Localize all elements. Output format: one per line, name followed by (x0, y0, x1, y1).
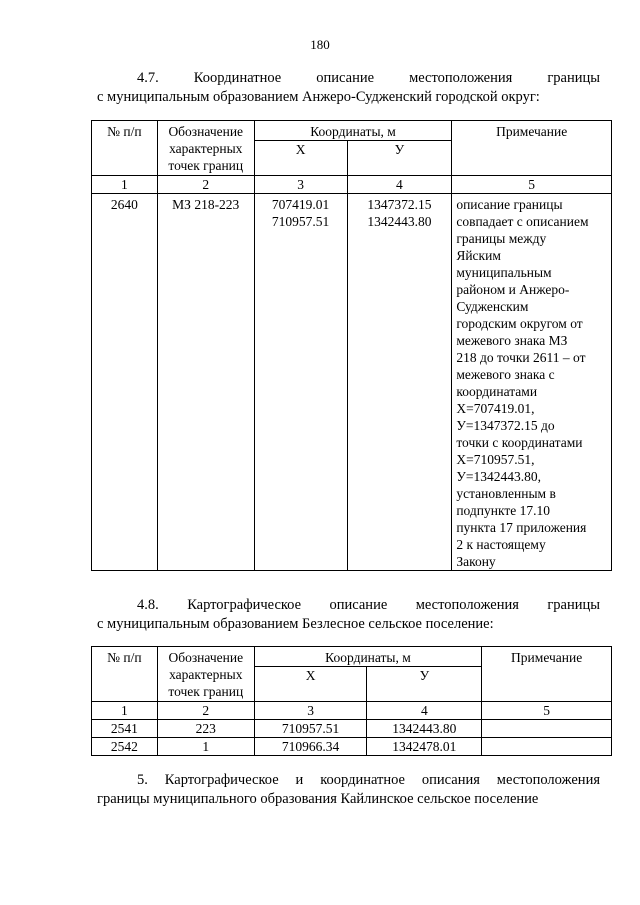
note-line: У=1342443.80, (456, 469, 541, 484)
row-y (347, 194, 452, 571)
header-note: Примечание (452, 121, 612, 176)
row-note (482, 738, 612, 756)
row-designation: 1 (157, 738, 254, 756)
section-5-heading (97, 771, 600, 809)
note-line: муниципальным (456, 265, 552, 280)
header-designation: Обозначение характерных точек границ (157, 647, 254, 702)
row-x (254, 194, 347, 571)
row-designation: 223 (157, 720, 254, 738)
row-num: 2640 (92, 194, 158, 571)
header-designation: Обозначение характерных точек границ (157, 121, 254, 176)
note-line: межевого знака МЗ (456, 333, 568, 348)
col-number: 2 (157, 702, 254, 720)
row-note (482, 720, 612, 738)
header-num: № п/п (92, 647, 158, 702)
note-line: Закону (456, 554, 496, 569)
note-line: Х=710957.51, (456, 452, 535, 467)
section-4-8-heading (97, 596, 600, 634)
page-number: 180 (310, 37, 330, 52)
col-number: 1 (92, 702, 158, 720)
note-line: Яйским (456, 248, 501, 263)
header-coords: Координаты, м (254, 647, 482, 667)
note-line: Судженским (456, 299, 529, 314)
col-number: 5 (482, 702, 612, 720)
col-number: 3 (254, 702, 367, 720)
header-y: У (347, 141, 452, 176)
row-y: 1342478.01 (367, 738, 482, 756)
col-number: 2 (157, 176, 254, 194)
note-line: координатами (456, 384, 538, 399)
note-line: районом и Анжеро- (456, 282, 570, 297)
row-num: 2541 (92, 720, 158, 738)
header-x: Х (254, 667, 367, 702)
col-number: 4 (367, 702, 482, 720)
table-row (92, 194, 612, 571)
table-row (92, 738, 612, 756)
header-num: № п/п (92, 121, 158, 176)
note-line: границы между (456, 231, 547, 246)
note-line: подпункте 17.10 (456, 503, 551, 518)
section-4-7-heading (97, 69, 600, 107)
table-row (92, 720, 612, 738)
col-number: 5 (452, 176, 612, 194)
row-y-value: 1347372.15 (367, 197, 432, 212)
header-x: Х (254, 141, 347, 176)
coordinates-table-2 (91, 646, 612, 756)
note-line: описание границы (456, 197, 563, 212)
section-4-8-line1: 4.8. Картографическое описание местоположения границы (137, 597, 600, 613)
header-y: У (367, 667, 482, 702)
note-line: совпадает с описанием (456, 214, 589, 229)
note-line: У=1347372.15 до (456, 418, 555, 433)
note-line: 218 до точки 2611 – от (456, 350, 586, 365)
header-note: Примечание (482, 647, 612, 702)
section-4-7-line2: с муниципальным образованием Анжеро-Судженский городской округ: (97, 89, 540, 105)
col-number: 1 (92, 176, 158, 194)
coordinates-table-1 (91, 120, 612, 571)
col-number: 4 (347, 176, 452, 194)
row-x: 710957.51 (254, 720, 367, 738)
row-designation: МЗ 218-223 (157, 194, 254, 571)
note-line: Х=707419.01, (456, 401, 535, 416)
col-number: 3 (254, 176, 347, 194)
note-line: установленным в (456, 486, 556, 501)
note-line: пункта 17 приложения (456, 520, 587, 535)
section-4-8-line2: с муниципальным образованием Безлесное сельское поселение: (97, 616, 494, 632)
row-num: 2542 (92, 738, 158, 756)
note-line: точки с координатами (456, 435, 583, 450)
section-5-line1: 5. Картографическое и координатное описания местоположения (137, 772, 600, 788)
note-line: городским округом от (456, 316, 583, 331)
row-x-value: 707419.01 (271, 197, 330, 212)
note-line: 2 к настоящему (456, 537, 546, 552)
row-y: 1342443.80 (367, 720, 482, 738)
section-4-7-line1: 4.7. Координатное описание местоположения границы (137, 70, 600, 86)
note-line: межевого знака с (456, 367, 555, 382)
section-5-line2: границы муниципального образования Кайлинское сельское поселение (97, 791, 539, 807)
header-coords: Координаты, м (254, 121, 452, 141)
row-x: 710966.34 (254, 738, 367, 756)
row-note (452, 194, 612, 571)
row-x-value: 710957.51 (271, 214, 330, 229)
row-y-value: 1342443.80 (367, 214, 432, 229)
